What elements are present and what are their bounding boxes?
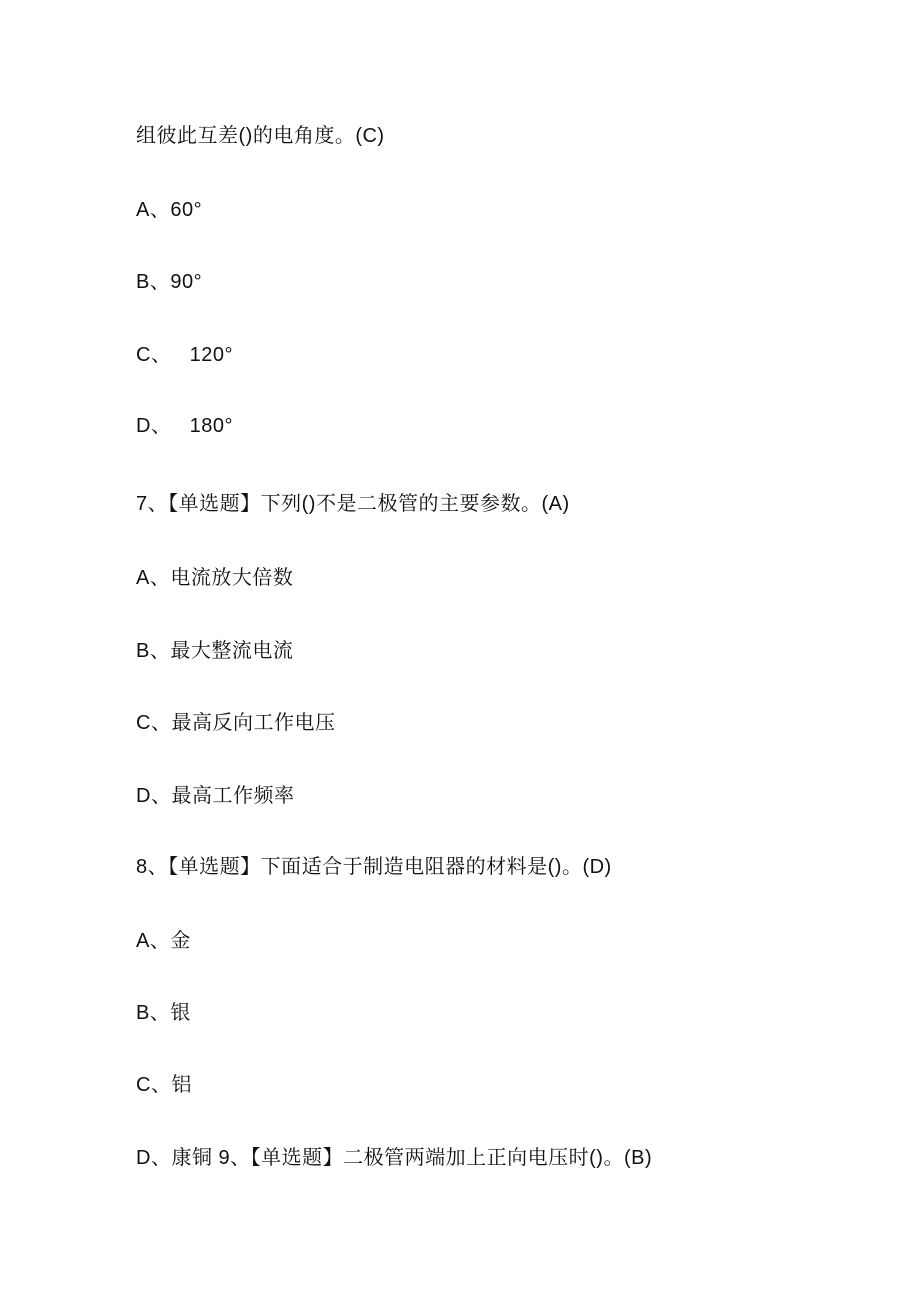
q7-option-c: C、最高反向工作电压 (136, 712, 336, 734)
question-8: 8、【单选题】下面适合于制造电阻器的材料是()。(D) (136, 856, 612, 878)
q6-option-d: D、 180° (136, 415, 233, 437)
question-6-continuation: 组彼此互差()的电角度。(C) (136, 125, 385, 147)
q7-option-d: D、最高工作频率 (136, 785, 295, 807)
question-7: 7、【单选题】下列()不是二极管的主要参数。(A) (136, 493, 570, 515)
q6-option-b: B、90° (136, 271, 203, 293)
q6-option-a: A、60° (136, 199, 203, 221)
q7-option-a: A、电流放大倍数 (136, 567, 294, 589)
q6-option-c: C、 120° (136, 344, 233, 366)
q8-option-c: C、铝 (136, 1074, 192, 1096)
q8-option-d-and-question-9: D、康铜 9、【单选题】二极管两端加上正向电压时()。(B) (136, 1147, 653, 1169)
q8-option-b: B、银 (136, 1002, 191, 1024)
q8-option-a: A、金 (136, 930, 191, 952)
q7-option-b: B、最大整流电流 (136, 640, 294, 662)
